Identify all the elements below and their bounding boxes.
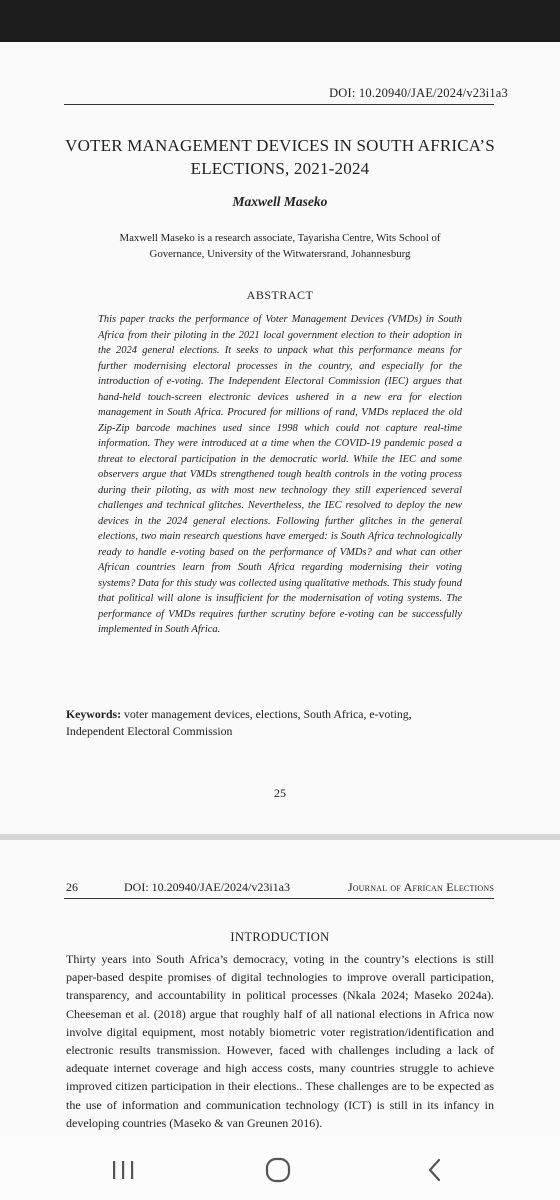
home-icon [263,1155,293,1185]
doi-header: DOI: 10.20940/JAE/2024/v23i1a3 [329,86,508,100]
section-heading: INTRODUCTION [230,930,330,944]
back-icon [423,1156,447,1184]
header-rule [64,104,494,105]
body-text: Thirty years into South Africa’s democracy, voting in the country’s elections is still paper-based despite promises of digital technologies to improve overall participation, transparency, and accountability in political processes (Nkala 2024; Maseko 2024a). Cheeseman et al. (2018) argue that roughly half of all national elections in Africa now involve digital equipment, most notably biometric voter registration/identification and electronic results transmission. However, faced with challenges including a lack of adequate internet coverage and high access costs, many countries struggle to achieve improved citizen participation in their elections.. These challenges are to be expected as the use of information and communication technology (ICT) is still in its infancy in developing countries (Maseko & van Greunen 2016). [66,952,494,1130]
document-page-25 [0,42,560,834]
journal-name: Journal of African Elections [347,880,494,894]
back-button[interactable] [390,1140,480,1200]
abstract-heading: ABSTRACT [246,288,314,302]
home-button[interactable] [233,1140,323,1200]
keywords-text: voter management devices, elections, South Africa, e-voting, Independent Electoral Commission [66,707,412,738]
author-affiliation: Maxwell Maseko is a research associate, Tayarisha Centre, Wits School of Governance, University of the Witwatersrand, Johannesburg [119,232,441,260]
keywords-label: Keywords: [66,707,122,721]
document-page-26 [0,840,560,1140]
header-rule [64,898,494,899]
page-number: 26 [66,880,78,894]
doi-header: DOI: 10.20940/JAE/2024/v23i1a3 [124,880,290,894]
article-title: VOTER MANAGEMENT DEVICES IN SOUTH AFRICA’S ELECTIONS, 2021-2024 [65,136,495,178]
recents-icon [108,1158,138,1182]
status-bar [0,0,560,42]
recents-button[interactable] [78,1140,168,1200]
abstract-text: This paper tracks the performance of Voter Management Devices (VMDs) in South Africa from their piloting in the 2021 local government election to their adoption in the 2024 general elections. It seeks to unpack what this performance means for further modernising electoral processes in the country, and especially for the introduction of e-voting. The Independent Electoral Commission (IEC) argues that hand-held touch-screen electronic devices ushered in a new era for election management in South Africa. Procured for millions of rand, VMDs replaced the old Zip-Zip barcode machines used since 1998 which could not capture real-time information. They were introduced at a time when the COVID-19 pandemic posed a threat to electoral participation in the democratic world. While the IEC and some observers argue that VMDs strengthened tough health controls in the voting process during their piloting, as with most new technology they still experienced several challenges and technical glitches. Nevertheless, the IEC resolved to deploy the new devices in the 2024 general elections. Following further glitches in the general elections, two main research questions have emerged: is South Africa technologically ready to handle e-voting based on the performance of VMDs? and what can other African countries learn from South Africa regarding modernising their voting systems? Data for this study was collected using qualitative methods. This study found that political will alone is insufficient for the modernisation of voting systems. The performance of VMDs requires further scrutiny before e-voting can be successfully implemented in South Africa. [98,314,462,635]
navigation-bar [0,1140,560,1200]
author-name: Maxwell Maseko [232,194,328,209]
page-number: 25 [274,786,286,800]
keywords [66,706,466,740]
